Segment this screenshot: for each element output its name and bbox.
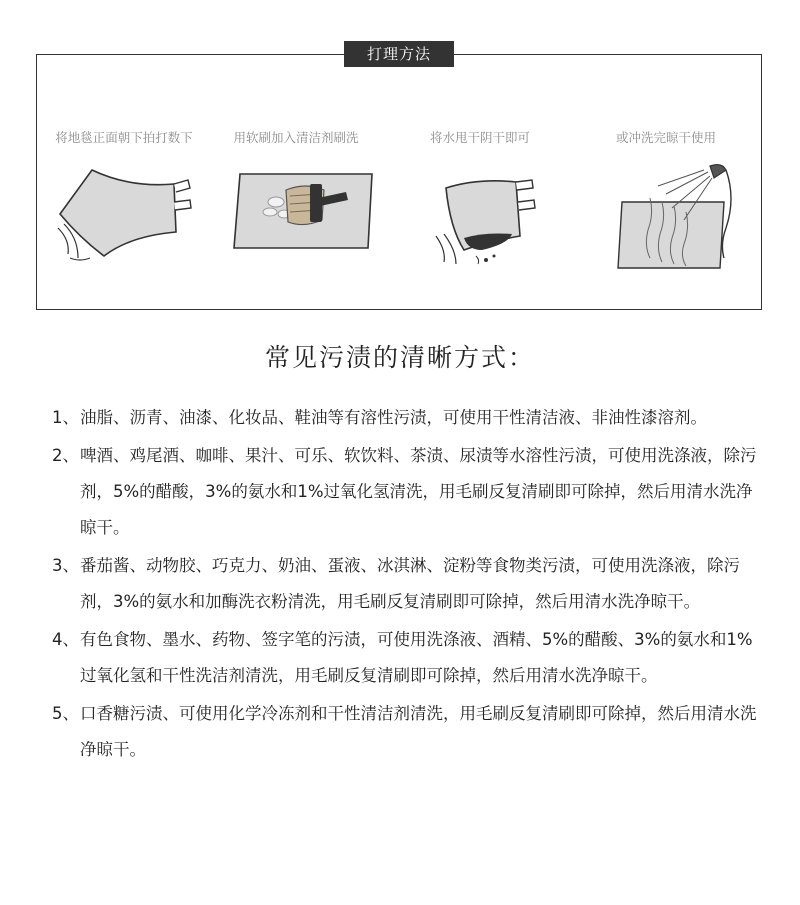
list-item xyxy=(52,548,762,620)
tip-number: 4、 xyxy=(52,630,79,649)
tip-text: 油脂、沥青、油漆、化妆品、鞋油等有溶性污渍，可使用干性清洁液、非油性漆溶剂。 xyxy=(80,408,707,427)
care-step-1 xyxy=(34,128,214,146)
tip-number: 1、 xyxy=(52,408,79,427)
stain-section-title: 常见污渍的清晰方式： xyxy=(264,343,535,372)
care-step-2-label: 用软刷加入清洁剂刷洗 xyxy=(233,130,359,145)
care-step-2 xyxy=(206,128,386,146)
list-item xyxy=(52,622,762,694)
care-method-title: 打理方法 xyxy=(344,41,454,67)
care-step-4 xyxy=(576,128,756,146)
tip-number: 3、 xyxy=(52,556,79,575)
tip-text: 番茄酱、动物胶、巧克力、奶油、蛋液、冰淇淋、淀粉等食物类污渍，可使用洗涤液，除污剂，3%的氨水和加酶洗衣粉清洗，用毛刷反复清刷即可除掉，然后用清水洗净晾干。 xyxy=(80,556,740,611)
care-step-3 xyxy=(390,128,570,146)
stain-tips-list xyxy=(52,400,762,770)
list-item xyxy=(52,438,762,546)
carpet-dry-icon xyxy=(416,158,546,268)
tip-text: 啤酒、鸡尾酒、咖啡、果汁、可乐、软饮料、茶渍、尿渍等水溶性污渍，可使用洗涤液，除污剂，5%的醋酸，3%的氨水和1%过氧化氢清洗，用毛刷反复清刷即可除掉，然后用清水洗净晾干。 xyxy=(80,446,757,537)
brush-scrub-icon xyxy=(226,168,376,258)
tip-text: 有色食物、墨水、药物、签字笔的污渍，可使用洗涤液、酒精、5%的醋酸、3%的氨水和1%过氧化氢和干性洗洁剂清洗，用毛刷反复清刷即可除掉，然后用清水洗净晾干。 xyxy=(80,630,753,685)
tip-number: 2、 xyxy=(52,446,79,465)
carpet-shake-icon xyxy=(50,158,210,268)
tip-number: 5、 xyxy=(52,704,79,723)
list-item xyxy=(52,400,762,436)
care-step-3-label: 将水甩干阴干即可 xyxy=(429,130,530,145)
shower-rinse-icon xyxy=(592,158,742,278)
list-item xyxy=(52,696,762,768)
care-step-1-label: 将地毯正面朝下拍打数下 xyxy=(55,130,193,145)
care-step-4-label: 或冲洗完晾干使用 xyxy=(615,130,716,145)
tip-text: 口香糖污渍、可使用化学冷冻剂和干性清洁剂清洗，用毛刷反复清刷即可除掉，然后用清水洗净晾干。 xyxy=(80,704,757,759)
